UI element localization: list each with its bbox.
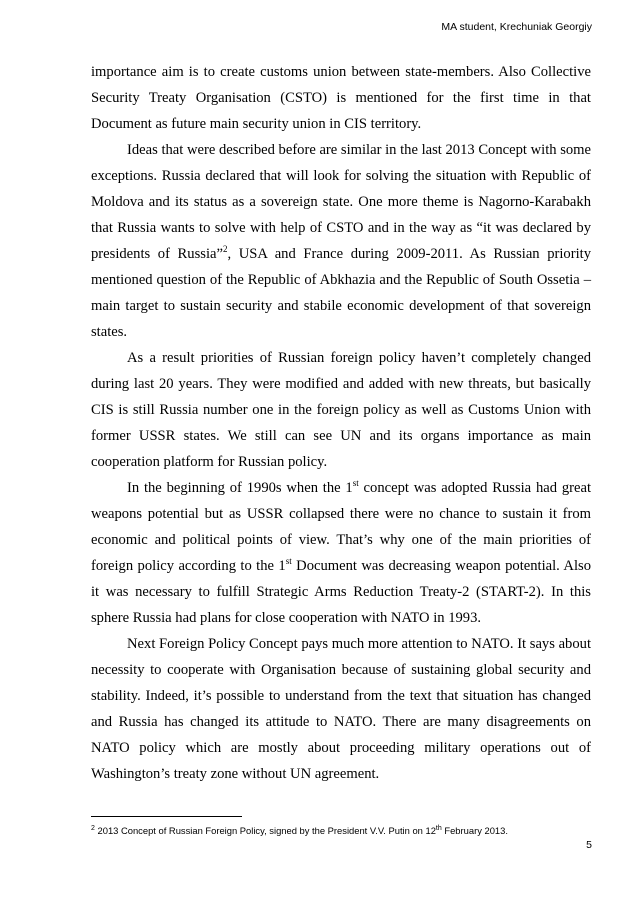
ordinal-suffix: st — [285, 556, 292, 567]
footnote-text-a: 2013 Concept of Russian Foreign Policy, signed by the President V.V. Putin on 12 — [94, 825, 436, 836]
paragraph-4-text-c: Document was decreasing weapon potential. Also it was necessary to fulfill Strategic Arms Reduction Treaty-2 (START-2). In this sphere Russia had plans for close cooperation with NATO in 1993. — [91, 558, 592, 626]
body-text — [91, 59, 591, 787]
paragraph-4-text-a: In the beginning of 1990s when the 1 — [127, 480, 353, 496]
ordinal-suffix: th — [435, 824, 442, 832]
paragraph-2-text-b: , USA and France during 2009-2011. As Russian priority mentioned question of the Republic of Abkhazia and the Republic of South Ossetia – main target to sustain security and stabile economic development of that sovereign states. — [91, 246, 591, 340]
paragraph-4-text-b: concept was adopted Russia had great weapons potential but as USSR collapsed there were no chance to sustain it from economic and political points of view. That’s why one of the main priorities of foreign policy according to the 1 — [91, 480, 591, 574]
paragraph-2-text-a: Ideas that were described before are similar in the last 2013 Concept with some exceptions. Russia declared that will look for solving the situation with Republic of Moldova and its status as a sovereign state. One more theme is Nagorno-Karabakh that Russia wants to solve with help of CSTO and in the way as “it was declared by presidents of Russia” — [91, 142, 592, 262]
ordinal-suffix: st — [352, 478, 359, 489]
footnote-separator — [91, 816, 242, 817]
footnote-number: 2 — [91, 824, 95, 832]
footnote-ref-2[interactable]: 2 — [222, 244, 228, 255]
paragraph-2 — [91, 137, 591, 345]
paragraph-1: importance aim is to create customs union between state-members. Also Collective Security Treaty Organisation (CSTO) is mentioned for the first time in that Document as future main security union in CIS territory. — [91, 64, 591, 132]
paragraph-4 — [91, 475, 591, 631]
paragraph-3: As a result priorities of Russian foreign policy haven’t completely changed during last 20 years. They were modified and added with new threats, but basically CIS is still Russia number one in the foreign policy as well as Customs Union with former USSR states. We still can see UN and its organs importance as main cooperation platform for Russian policy. — [91, 350, 591, 470]
page-header-author: MA student, Krechuniak Georgiy — [441, 21, 592, 33]
footnote-2 — [91, 824, 591, 837]
footnote-text-b: February 2013. — [441, 825, 508, 836]
paragraph-5: Next Foreign Policy Concept pays much more attention to NATO. It says about necessity to cooperate with Organisation because of sustaining global security and stability. Indeed, it’s possible to understand from the text that situation has changed and Russia has changed its attitude to NATO. There are many disagreements on NATO policy which are mostly about proceeding military operations out of Washington’s treaty zone without UN agreement. — [91, 636, 591, 782]
page-number: 5 — [586, 839, 592, 851]
